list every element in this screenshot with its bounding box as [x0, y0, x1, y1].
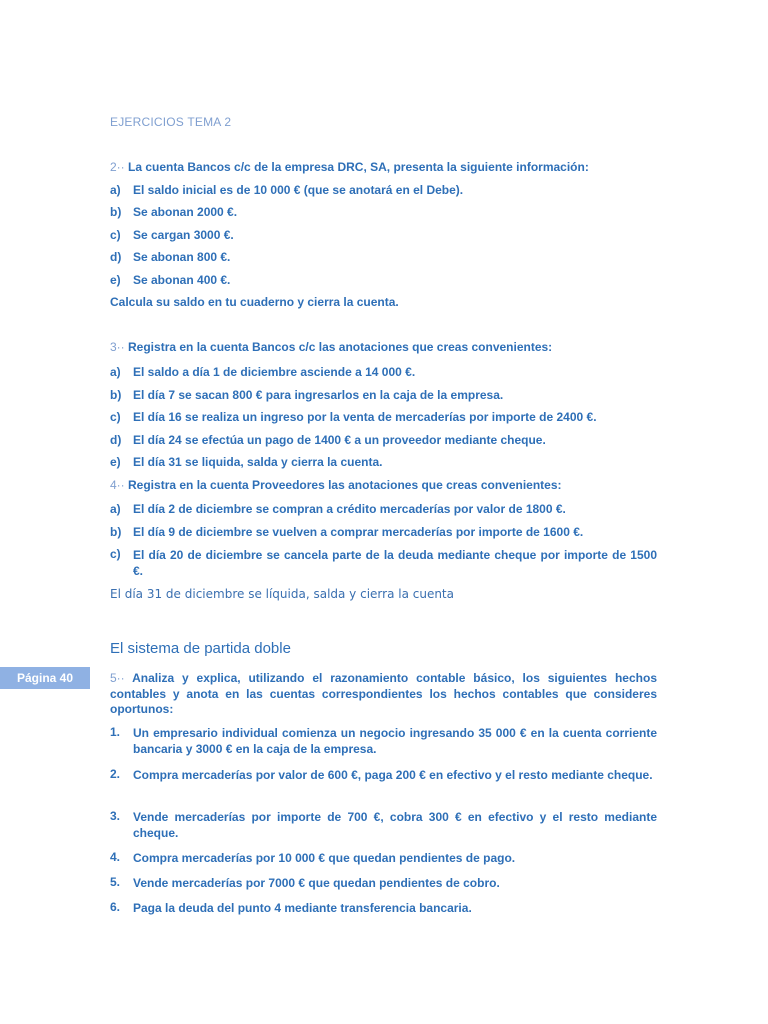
list-item-text: Un empresario individual comienza un negocio ingresando 35 000 € en la cuenta corriente bancaria y 3000 € en la caja de la empresa.: [133, 726, 657, 756]
item-text: El día 2 de diciembre se compran a crédito mercaderías por valor de 1800 €.: [133, 502, 566, 516]
item-letter: c): [110, 410, 121, 424]
page-number-badge: Página 40: [0, 667, 90, 689]
list-item: [110, 388, 503, 402]
list-item: [110, 410, 597, 424]
item-text: El día 31 se liquida, salda y cierra la cuenta.: [133, 455, 383, 469]
list-item-text: Vende mercaderías por 7000 € que quedan pendientes de cobro.: [133, 876, 500, 890]
exercise-2-closing: Calcula su saldo en tu cuaderno y cierra la cuenta.: [110, 295, 399, 309]
list-item: [110, 525, 583, 539]
item-letter: c): [110, 547, 121, 561]
list-item-text: Vende mercaderías por importe de 700 €, cobra 300 € en efectivo y el resto mediante cheque.: [133, 810, 657, 840]
item-letter: c): [110, 228, 121, 242]
list-item: [110, 502, 566, 516]
item-text: Se abonan 400 €.: [133, 273, 231, 287]
item-text: Se cargan 3000 €.: [133, 228, 234, 242]
item-text: El día 16 se realiza un ingreso por la venta de mercaderías por importe de 2400 €.: [133, 410, 597, 424]
item-text: El saldo inicial es de 10 000 € (que se anotará en el Debe).: [133, 183, 464, 197]
list-marker: 3.: [110, 809, 121, 823]
item-text: Se abonan 800 €.: [133, 250, 231, 264]
list-item: [110, 433, 546, 447]
list-item: [110, 365, 415, 379]
exercise-title-text: Registra en la cuenta Bancos c/c las anotaciones que creas convenientes:: [128, 340, 553, 354]
list-item: [110, 205, 237, 219]
section-title: El sistema de partida doble: [110, 640, 291, 657]
list-item-text: Compra mercaderías por valor de 600 €, paga 200 € en efectivo y el resto mediante cheque.: [133, 768, 653, 782]
exercise-4-title: [110, 478, 562, 492]
list-marker: 1.: [110, 725, 121, 739]
item-text: El día 7 se sacan 800 € para ingresarlos en la caja de la empresa.: [133, 388, 504, 402]
exercise-number: 2··: [110, 160, 125, 174]
list-marker: 5.: [110, 875, 121, 889]
list-item-text: Paga la deuda del punto 4 mediante transferencia bancaria.: [133, 901, 472, 915]
item-letter: a): [110, 365, 121, 379]
item-letter: e): [110, 273, 121, 287]
exercise-5-intro: [110, 671, 657, 718]
exercise-4-closing: El día 31 de diciembre se líquida, salda y cierra la cuenta: [110, 587, 454, 601]
item-text: Se abonan 2000 €.: [133, 205, 238, 219]
list-marker: 6.: [110, 900, 121, 914]
list-marker: 4.: [110, 850, 121, 864]
item-letter: a): [110, 183, 121, 197]
item-letter: b): [110, 205, 122, 219]
item-letter: e): [110, 455, 121, 469]
list-item: [110, 455, 382, 469]
exercise-title-text: La cuenta Bancos c/c de la empresa DRC, SA, presenta la siguiente información:: [128, 160, 589, 174]
item-letter: a): [110, 502, 121, 516]
header-tag: EJERCICIOS TEMA 2: [110, 115, 232, 129]
item-text: El día 24 se efectúa un pago de 1400 € a un proveedor mediante cheque.: [133, 433, 546, 447]
list-item: [110, 273, 230, 287]
list-item: [110, 250, 230, 264]
exercise-3-title: [110, 340, 552, 354]
exercise-number: 3··: [110, 340, 125, 354]
exercise-title-text: Registra en la cuenta Proveedores las anotaciones que creas convenientes:: [128, 478, 562, 492]
list-marker: 2.: [110, 767, 121, 781]
exercise-number: 5··: [110, 671, 125, 685]
item-letter: d): [110, 433, 122, 447]
exercise-2-title: [110, 160, 589, 174]
item-letter: d): [110, 250, 122, 264]
list-item: [110, 228, 234, 242]
exercise-intro-text: Analiza y explica, utilizando el razonamiento contable básico, los siguientes hechos contables y anota en las cuentas correspondientes los hechos contables que consideres oportunos:: [110, 671, 657, 716]
item-letter: b): [110, 525, 122, 539]
list-item: [110, 183, 463, 197]
item-text: El saldo a día 1 de diciembre asciende a 14 000 €.: [133, 365, 416, 379]
exercise-number: 4··: [110, 478, 125, 492]
item-text: El día 20 de diciembre se cancela parte de la deuda mediante cheque por importe de 1500 €.: [133, 548, 657, 578]
list-item-text: Compra mercaderías por 10 000 € que quedan pendientes de pago.: [133, 851, 516, 865]
item-text: El día 9 de diciembre se vuelven a comprar mercaderías por importe de 1600 €.: [133, 525, 584, 539]
item-letter: b): [110, 388, 122, 402]
